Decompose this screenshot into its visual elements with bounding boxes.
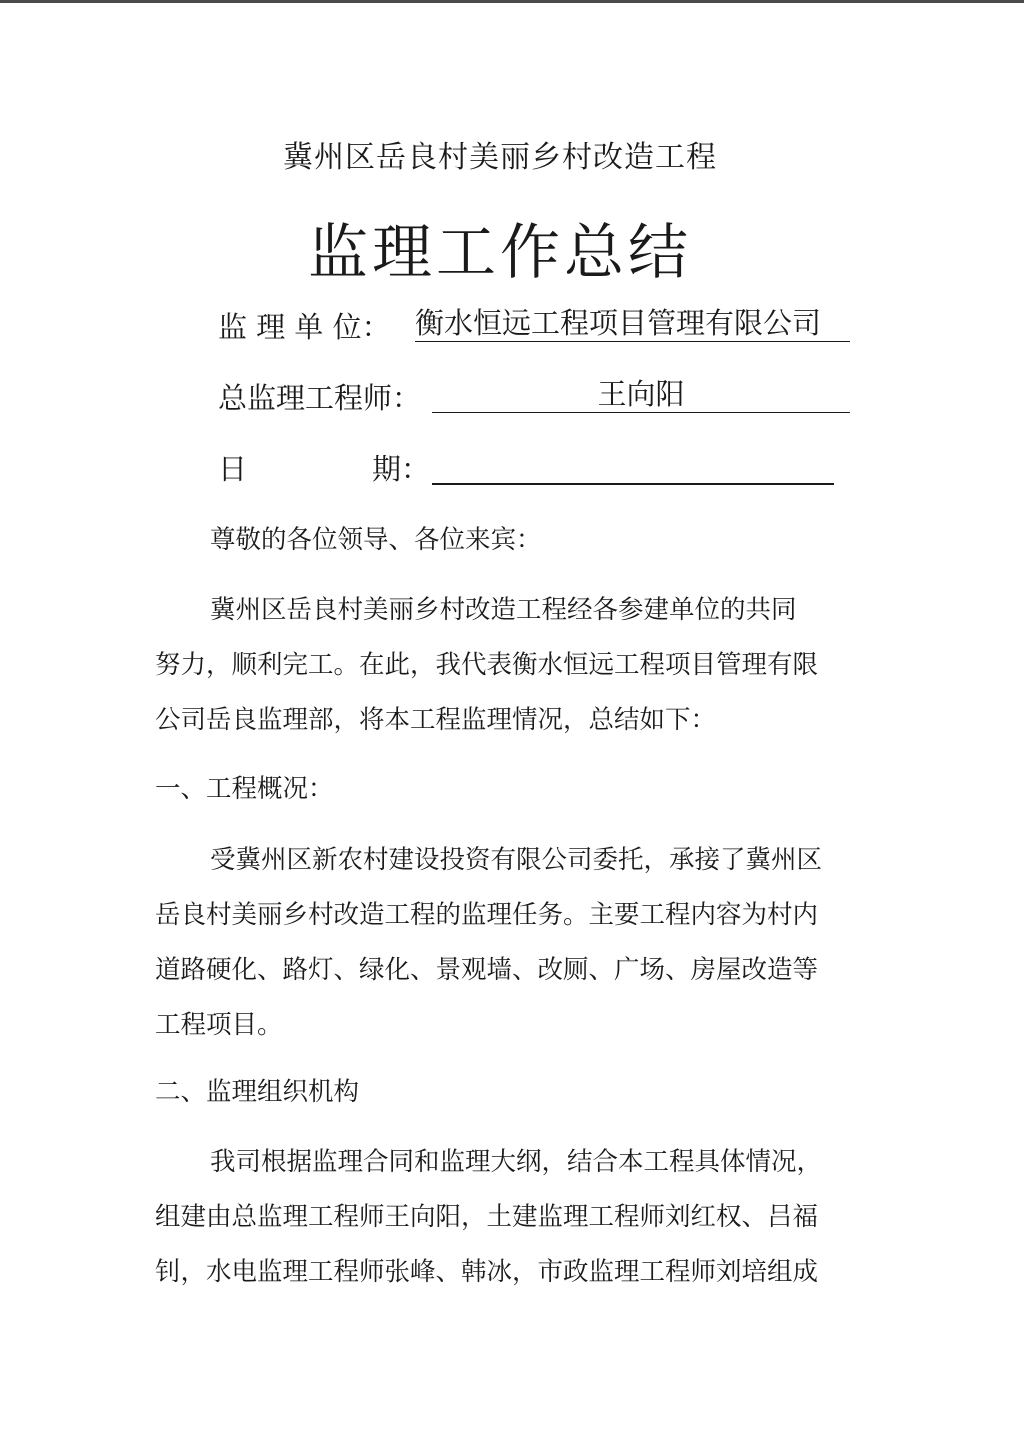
section1-line: 岳良村美丽乡村改造工程的监理任务。主要工程内容为村内 bbox=[155, 900, 819, 930]
section1-line: 受冀州区新农村建设投资有限公司委托，承接了冀州区 bbox=[210, 845, 823, 875]
supervision-unit-label: 监 理 单 位： bbox=[218, 310, 391, 344]
section1-line: 道路硬化、路灯、绿化、景观墙、改厕、广场、房屋改造等 bbox=[155, 955, 819, 985]
supervision-unit-value: 衡水恒远工程项目管理有限公司 bbox=[415, 305, 850, 342]
section-heading-organization: 二、监理组织机构 bbox=[155, 1077, 360, 1107]
section2-line: 钊，水电监理工程师张峰、韩冰，市政监理工程师刘培组成 bbox=[155, 1257, 819, 1287]
chief-engineer-value: 王向阳 bbox=[432, 376, 850, 413]
section1-line: 工程项目。 bbox=[155, 1010, 283, 1040]
section2-line: 我司根据监理合同和监理大纲，结合本工程具体情况， bbox=[210, 1147, 823, 1177]
chief-engineer-label: 总监理工程师： bbox=[218, 381, 422, 415]
section2-line: 组建由总监理工程师王向阳，土建监理工程师刘红权、吕福 bbox=[155, 1202, 819, 1232]
date-label-start: 日 bbox=[218, 452, 248, 486]
document-title: 监理工作总结 bbox=[308, 218, 692, 288]
top-border-rule bbox=[0, 0, 1024, 3]
project-subtitle: 冀州区岳良村美丽乡村改造工程 bbox=[283, 140, 717, 175]
greeting-text: 尊敬的各位领导、各位来宾： bbox=[210, 525, 542, 555]
intro-line: 冀州区岳良村美丽乡村改造工程经各参建单位的共同 bbox=[210, 595, 797, 625]
intro-line: 努力，顺利完工。在此，我代表衡水恒远工程项目管理有限 bbox=[155, 650, 819, 680]
date-label-end: 期： bbox=[372, 452, 431, 486]
intro-line: 公司岳良监理部，将本工程监理情况，总结如下： bbox=[155, 705, 717, 735]
section-heading-overview: 一、工程概况： bbox=[155, 774, 334, 804]
date-value bbox=[432, 447, 834, 485]
